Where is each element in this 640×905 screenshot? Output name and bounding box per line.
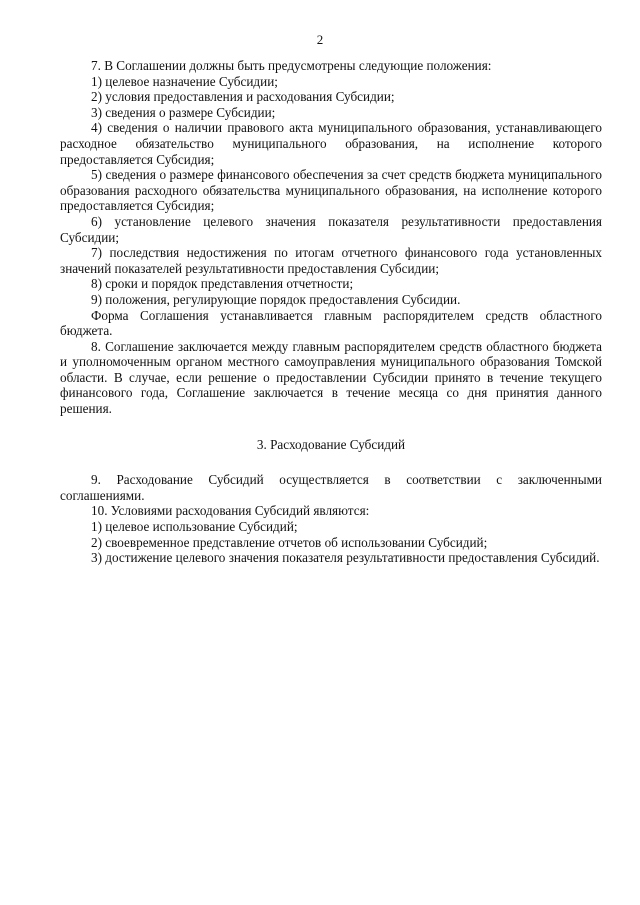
list-item-indicator-achievement: 3) достижение целевого значения показателя результативности предоставления Субсидий. <box>91 550 600 566</box>
page-number: 2 <box>316 32 324 47</box>
document-body <box>60 58 602 566</box>
paragraph-9: 9. Расходование Субсидий осуществляется в соответствии с заключенными соглашениями. <box>60 472 602 503</box>
paragraph-10: 10. Условиями расходования Субсидий являются: <box>91 503 370 519</box>
list-item-reporting: 8) сроки и порядок представления отчетности; <box>91 276 354 292</box>
section-heading: 3. Расходование Субсидий <box>256 436 406 452</box>
list-item-target-purpose: 1) целевое назначение Субсидии; <box>91 73 278 89</box>
paragraph-agreement-form: Форма Соглашения устанавливается главным распорядителем средств областного бюджета. <box>60 307 602 339</box>
paragraph-8: 8. Соглашение заключается между главным распорядителем средств областного бюджета и уполномоченным органом местного самоуправления муниципального образования Томской области. В случае, если решение о предоставлении Субсидии принято в течение текущего финансового года, Соглашение заключается в течение месяца со дня принятия данного решения. <box>60 338 602 417</box>
list-item-legal-act: 4) сведения о наличии правового акта муниципального образования, устанавливающего расходное обязательство муниципального образования, на исполнение которого предоставляется Субсидия; <box>60 120 602 167</box>
list-item-subsidy-amount: 3) сведения о размере Субсидии; <box>91 104 276 120</box>
list-item-target-indicator: 6) установление целевого значения показателя результативности предоставления Субсидии; <box>60 213 602 245</box>
list-item-financial-support: 5) сведения о размере финансового обеспечения за счет средств бюджета муниципального образования расходного обязательства муниципального образования, на исполнение которого предоставляется Субсидия; <box>60 167 602 214</box>
list-item-consequences: 7) последствия недостижения по итогам отчетного финансового года установленных значений показателей результативности предоставления Субсидии; <box>60 245 602 276</box>
list-item-provisions: 9) положения, регулирующие порядок предоставления Субсидии. <box>91 291 461 307</box>
list-item-timely-reports: 2) своевременное представление отчетов об использовании Субсидий; <box>91 534 488 550</box>
list-item-target-use: 1) целевое использование Субсидий; <box>91 519 298 535</box>
paragraph-7-intro: 7. В Соглашении должны быть предусмотрены следующие положения: <box>91 58 492 73</box>
list-item-conditions: 2) условия предоставления и расходования Субсидии; <box>91 89 395 105</box>
